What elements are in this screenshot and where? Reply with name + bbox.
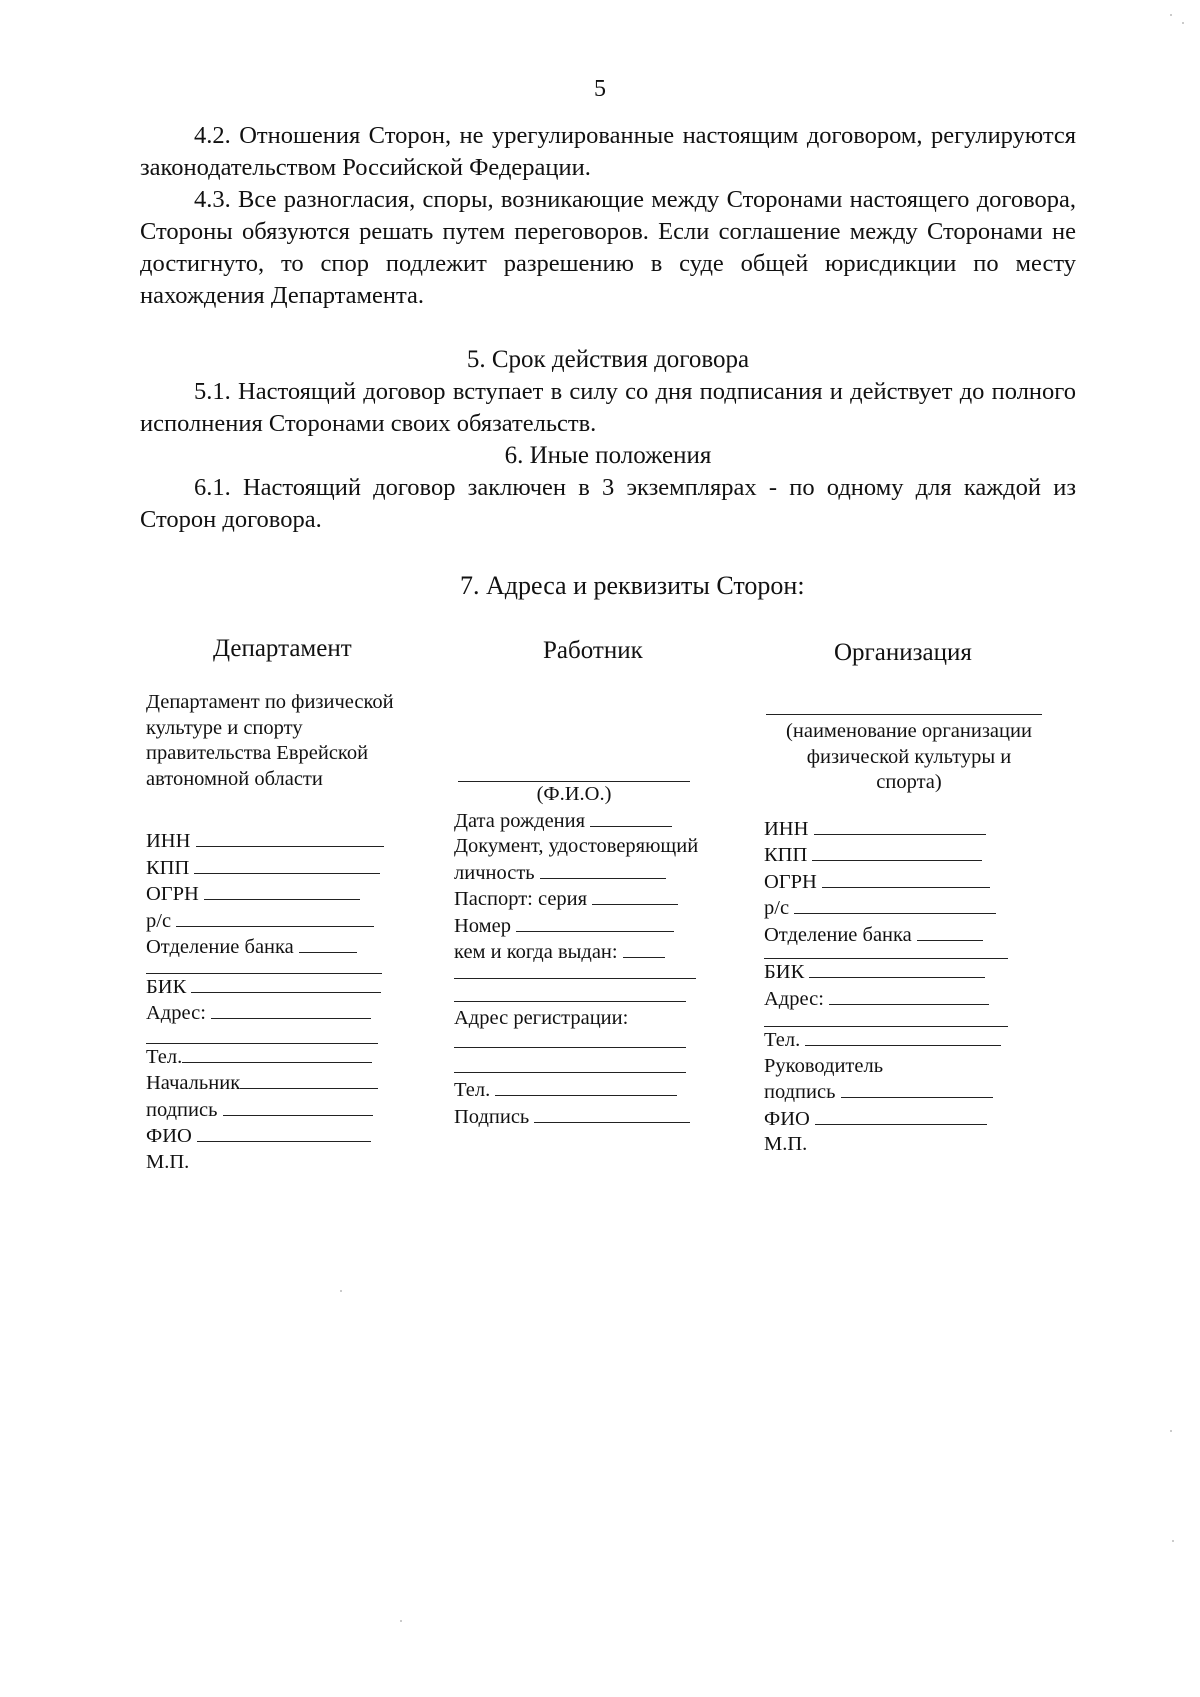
bank-branch-label: Отделение банка xyxy=(146,936,294,958)
phone-label: Тел. xyxy=(146,1045,183,1068)
organization-fio-field xyxy=(764,1106,1054,1133)
organization-caption-line: (наименование организации xyxy=(786,720,1032,742)
bank-branch-label: Отделение банка xyxy=(764,923,912,946)
worker-fio-caption: (Ф.И.О.) xyxy=(536,783,612,805)
worker-phone-field xyxy=(454,1077,734,1104)
organization-inn-field xyxy=(764,816,1054,843)
department-name-line: правительства Еврейской xyxy=(146,742,369,764)
bik-label: БИК xyxy=(146,975,187,998)
ogrn-label: ОГРН xyxy=(146,883,199,905)
department-kpp-field xyxy=(146,855,426,882)
department-bik-field xyxy=(146,974,426,1001)
paragraph-4-3: 4.3. Все разногласия, споры, возникающие между Сторонами настоящего договора, Стороны обязуются решать путем переговоров. Если соглашение между Сторонами не достигнуто, то спор подлежит разрешению в суде общей юрисдикции по месту нахождения Департамента. xyxy=(140,186,1076,309)
kpp-label: КПП xyxy=(764,844,808,866)
phone-label: Тел. xyxy=(454,1079,491,1101)
address-label: Адрес: xyxy=(764,987,824,1010)
organization-ogrn-field xyxy=(764,869,1054,896)
paragraph-6-1: 6.1. Настоящий договор заключен в 3 экземплярах - по одному для каждой из Сторон договора. xyxy=(140,474,1076,533)
department-rs-field xyxy=(146,908,426,935)
organization-bank-field xyxy=(764,922,1054,949)
passport-series-label: Паспорт: серия xyxy=(454,888,588,910)
kpp-label: КПП xyxy=(146,856,190,879)
signature-label: Подпись xyxy=(454,1105,530,1128)
worker-reg-address-label: Адрес регистрации: xyxy=(454,1006,629,1029)
section-4 xyxy=(140,120,1076,312)
department-phone-field xyxy=(146,1044,426,1071)
organization-seal: М.П. xyxy=(764,1133,808,1155)
fio-label: ФИО xyxy=(146,1125,192,1147)
department-inn-field xyxy=(146,828,426,855)
scan-speck xyxy=(1170,1430,1172,1432)
worker-title: Работник xyxy=(543,637,643,664)
organization-kpp-field xyxy=(764,842,1054,869)
department-name-line: культуре и спорту xyxy=(146,716,303,739)
ogrn-label: ОГРН xyxy=(764,870,817,893)
organization-head-label: Руководитель xyxy=(764,1054,884,1077)
department-fio-field xyxy=(146,1123,426,1150)
worker-signature-field xyxy=(454,1104,734,1131)
scan-speck xyxy=(340,1290,342,1292)
department-name-line: автономной области xyxy=(146,767,323,790)
paragraph-5-1: 5.1. Настоящий договор вступает в силу со дня подписания и действует до полного исполнения Сторонами своих обязательств. xyxy=(140,378,1076,437)
department-name-line: Департамент по физической xyxy=(146,691,394,713)
worker-issued-by-field xyxy=(454,939,734,966)
page-number: 5 xyxy=(594,76,606,102)
head-label: Начальник xyxy=(146,1072,241,1094)
scan-speck xyxy=(1170,14,1172,16)
address-label: Адрес: xyxy=(146,1002,206,1024)
organization-address-field xyxy=(764,986,1054,1013)
worker-birth-date-field xyxy=(454,808,734,835)
section-5-heading: 5. Срок действия договора xyxy=(466,346,750,373)
scan-speck xyxy=(1182,22,1184,24)
section-7-heading: 7. Адреса и реквизиты Сторон: xyxy=(460,571,805,600)
worker-column xyxy=(454,765,734,1130)
rs-label: р/с xyxy=(146,909,172,932)
section-5-6 xyxy=(140,344,1076,536)
organization-signature-field xyxy=(764,1079,1054,1106)
organization-phone-field xyxy=(764,1027,1054,1054)
scan-speck xyxy=(400,1620,402,1622)
signature-label: подпись xyxy=(146,1098,218,1121)
bik-label: БИК xyxy=(764,961,805,983)
organization-name-line xyxy=(766,700,1042,715)
worker-fio-line xyxy=(458,765,690,782)
organization-column xyxy=(764,700,1054,1158)
inn-label: ИНН xyxy=(146,830,191,852)
worker-passport-series-field xyxy=(454,886,734,913)
paragraph-4-2: 4.2. Отношения Сторон, не урегулированные настоящим договором, регулируются законодательством Российской Федерации. xyxy=(140,122,1076,181)
worker-id-doc-label: Документ, удостоверяющий xyxy=(454,835,699,857)
phone-label: Тел. xyxy=(764,1029,801,1051)
department-signature-field xyxy=(146,1097,426,1124)
department-ogrn-field xyxy=(146,881,426,908)
organization-title: Организация xyxy=(834,639,972,666)
organization-rs-field xyxy=(764,895,1054,922)
fio-label: ФИО xyxy=(764,1107,810,1130)
organization-bik-field xyxy=(764,959,1054,986)
issued-by-label: кем и когда выдан: xyxy=(454,941,618,963)
worker-id-doc-field xyxy=(454,860,734,887)
organization-caption-line: физической культуры и xyxy=(806,745,1012,768)
worker-number-field xyxy=(454,913,734,940)
scan-speck xyxy=(1172,1540,1174,1542)
number-label: Номер xyxy=(454,914,511,937)
department-bank-field xyxy=(146,934,426,961)
department-column xyxy=(146,690,426,1175)
department-address-field xyxy=(146,1000,426,1027)
id-doc-label: личность xyxy=(454,861,535,884)
inn-label: ИНН xyxy=(764,817,809,840)
department-head-field xyxy=(146,1070,426,1097)
department-title: Департамент xyxy=(213,635,352,662)
organization-caption-line: спорта) xyxy=(876,771,942,793)
rs-label: р/с xyxy=(764,897,790,919)
birth-date-label: Дата рождения xyxy=(454,809,586,832)
department-seal: М.П. xyxy=(146,1150,190,1173)
section-6-heading: 6. Иные положения xyxy=(504,442,712,469)
signature-label: подпись xyxy=(764,1081,836,1103)
